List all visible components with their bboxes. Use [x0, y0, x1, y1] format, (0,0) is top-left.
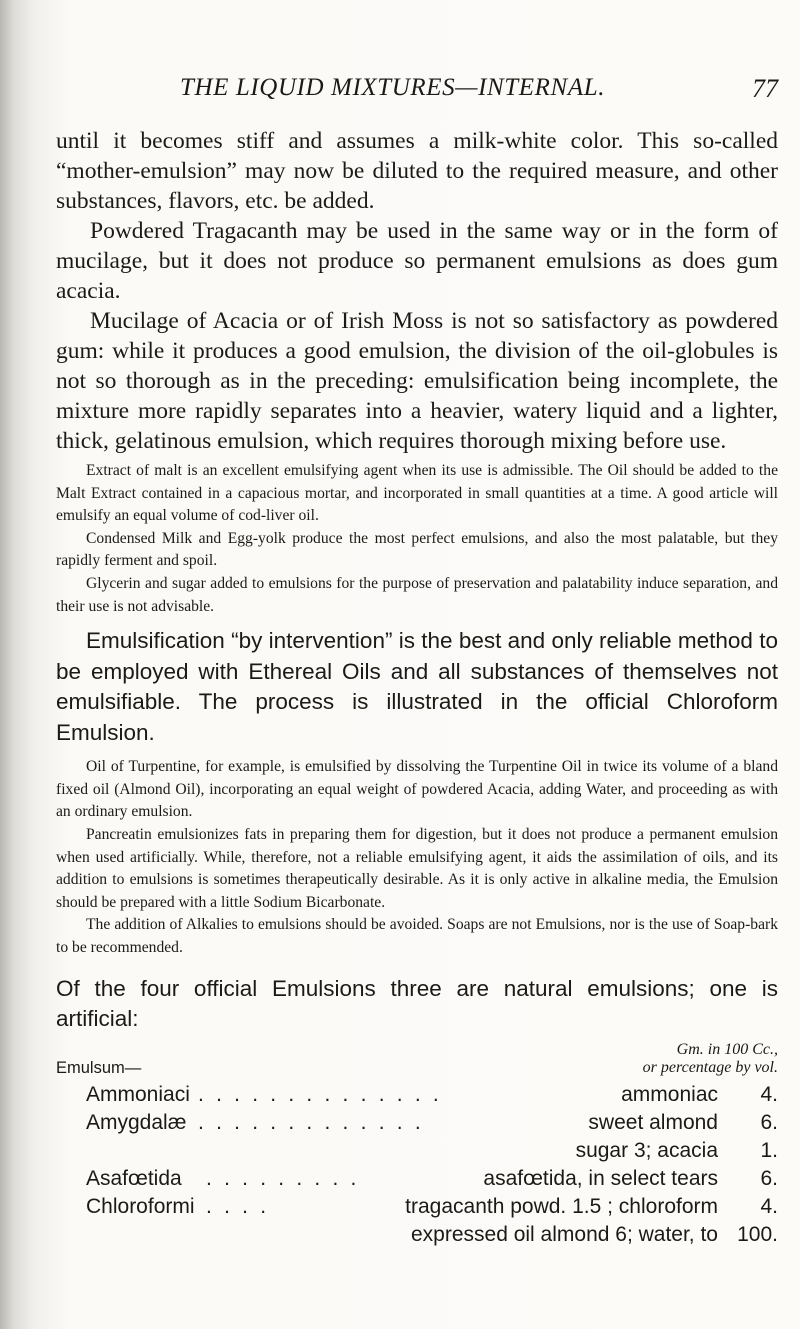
emulsion-name: Ammoniaci: [86, 1082, 190, 1106]
emulsum-label: Emulsum—: [56, 1058, 142, 1077]
dot-leader: . . . .: [206, 1194, 270, 1218]
note-alkalies: The addition of Alkalies to emulsions should be avoided. Soaps are not Emulsions, nor is the use of Soap-bark to be recommended.: [56, 916, 778, 956]
emulsion-ingredient: tragacanth powd. 1.5 ; chloroform: [405, 1194, 718, 1218]
emulsion-amount: 4.: [760, 1082, 778, 1106]
note-malt-extract: Extract of malt is an excellent emulsifying agent when its use is admissible. The Oil should be added to the Malt Extract contained in a capacious mortar, and incorporated in small quantities at a time. A good article will emulsify an equal volume of cod-liver oil.: [56, 462, 778, 525]
note-pancreatin: Pancreatin emulsionizes fats in preparing them for digestion, but it does not produce a permanent emulsion when used artificially. While, therefore, not a reliable emulsifying agent, it aids the assimilation of oils, and its addition to emulsions is sometimes therapeutically desirable. As it is only active in alkaline media, the Emulsion should be prepared with a little Sodium Bicarbonate.: [56, 825, 778, 911]
paragraph-mucilage: Mucilage of Acacia or of Irish Moss is not so satisfactory as powdered gum: while it produces a good emulsion, the division of the oil-globules is not so thorough as in the preceding: emulsification being incomplete, the mixture more rapidly separates into a heavier, watery liquid and a lighter, thick, gelatinous emulsion, which requires thorough mixing before use.: [56, 308, 778, 454]
table-row: [56, 1137, 778, 1165]
table-row: [56, 1193, 778, 1221]
emulsion-name: Chloroformi: [86, 1194, 195, 1218]
note-condensed-milk: Condensed Milk and Egg-yolk produce the most perfect emulsions, and also the most palatable, but they rapidly ferment and spoil.: [56, 529, 778, 570]
emulsion-amount: 100.: [737, 1222, 778, 1246]
emulsion-amount: 1.: [760, 1138, 778, 1162]
emulsion-ingredient: sugar 3; acacia: [575, 1138, 718, 1162]
emulsion-amount: 6.: [760, 1110, 778, 1134]
emulsion-name: Amygdalæ: [86, 1110, 187, 1134]
paragraph-intervention: Emulsification “by intervention” is the best and only reliable method to be employed with Ethereal Oils and all substances of themselves not emulsifiable. The process is illustrated in the official Chloroform Emulsion.: [56, 628, 778, 745]
emulsion-ingredient: expressed oil almond 6; water, to: [410, 1222, 718, 1246]
note-glycerin: Glycerin and sugar added to emulsions for the purpose of preservation and palatability induce separation, and their use is not advisable.: [56, 574, 778, 615]
dot-leader: . . . . . . . . . . . . .: [198, 1110, 424, 1134]
page-number: 77: [752, 74, 778, 103]
emulsion-amount: 6.: [760, 1166, 778, 1190]
emulsion-name: Asafœtida: [86, 1166, 182, 1190]
paragraph-official-emulsions: Of the four official Emulsions three are natural emulsions; one is artificial:: [56, 975, 778, 1031]
column-heading-line-2: or percentage by vol.: [642, 1058, 778, 1076]
paragraph-mother-emulsion: until it becomes stiff and assumes a milk-white color. This so-called “mother-emulsion” may now be diluted to the required measure, and other substances, flavors, etc. be added.: [56, 128, 778, 214]
emulsion-ingredient: ammoniac: [621, 1082, 718, 1106]
emulsion-amount: 4.: [760, 1194, 778, 1218]
table-row: [56, 1081, 778, 1109]
running-head: THE LIQUID MIXTURES—INTERNAL.: [180, 74, 606, 101]
dot-leader: . . . . . . . . . . . . . .: [198, 1082, 442, 1106]
emulsion-ingredient: asafœtida, in select tears: [483, 1166, 718, 1190]
emulsion-ingredient: sweet almond: [588, 1110, 718, 1134]
page-body: [56, 126, 778, 1246]
emulsions-table: [56, 1040, 778, 1246]
page-header: [180, 74, 778, 114]
table-row: [56, 1165, 778, 1193]
paragraph-tragacanth: Powdered Tragacanth may be used in the same way or in the form of mucilage, but it does not produce so permanent emulsions as does gum acacia.: [56, 218, 778, 304]
table-row: [56, 1109, 778, 1137]
table-column-heading: [643, 1041, 778, 1077]
note-turpentine: Oil of Turpentine, for example, is emulsified by dissolving the Turpentine Oil in twice its volume of a bland fixed oil (Almond Oil), incorporating an equal weight of powdered Acacia, adding Water, and proceeding as with an ordinary emulsion.: [56, 758, 778, 821]
table-row: [56, 1221, 778, 1249]
dot-leader: . . . . . . . . .: [206, 1166, 360, 1190]
column-heading-line-1: Gm. in 100 Cc.,: [676, 1040, 778, 1058]
